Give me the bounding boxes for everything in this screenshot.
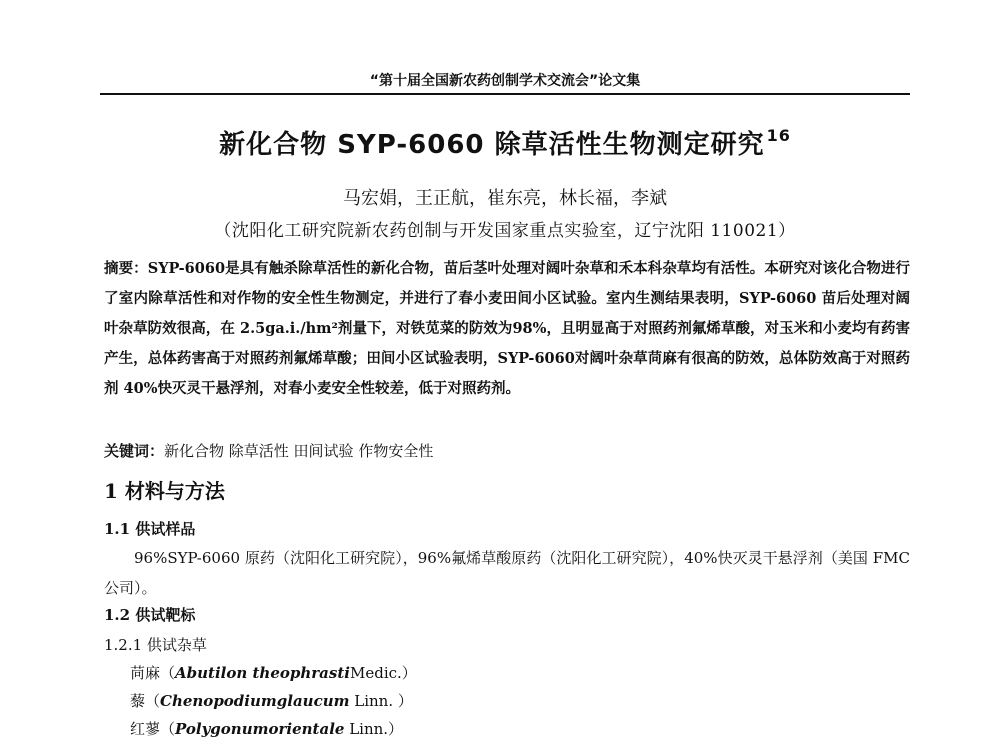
section-heading-1-2-1: 1.2.1 供试杂草: [104, 636, 207, 654]
weed-latin-name: Polygonumorientale: [175, 720, 345, 738]
weed-authority: Linn.）: [344, 720, 404, 738]
keywords: [104, 440, 910, 461]
authors: 马宏娟，王正航，崔东亮，林长福，李斌: [343, 188, 667, 209]
weed-common-name: 苘麻（: [130, 664, 176, 682]
title-text: 新化合物 SYP-6060 除草活性生物测定研究: [219, 130, 765, 160]
section-heading-1-1: 1.1 供试样品: [104, 520, 196, 538]
weed-common-name: 藜（: [130, 692, 161, 710]
weed-list-item: [130, 690, 413, 711]
running-header: “第十届全国新农药创制学术交流会”论文集: [369, 73, 641, 89]
weed-authority: Medic.）: [349, 664, 417, 682]
section-heading-1-2: 1.2 供试靶标: [104, 606, 196, 624]
section-heading-1: 1 材料与方法: [104, 479, 225, 503]
title-footnote-mark: 16: [766, 126, 791, 145]
weed-list-item: [130, 718, 403, 739]
header-rule: [100, 93, 910, 95]
keywords-text: 新化合物 除草活性 田间试验 作物安全性: [164, 442, 434, 460]
abstract-label: 摘要：: [104, 260, 148, 277]
weed-latin-name: Abutilon theophrasti: [175, 664, 350, 682]
section-1-1-paragraph: 96%SYP-6060 原药（沈阳化工研究院），96%氟烯草酸原药（沈阳化工研究院），40%快灭灵干悬浮剂（美国 FMC 公司）。: [104, 549, 910, 597]
weed-common-name: 红蓼（: [130, 720, 176, 738]
weed-list-item: [130, 662, 417, 683]
affiliation: （沈阳化工研究院新农药创制与开发国家重点实验室，辽宁沈阳 110021）: [214, 221, 796, 241]
paper-title: [100, 124, 910, 161]
abstract: [104, 254, 910, 404]
weed-authority: Linn. ）: [349, 692, 413, 710]
abstract-text: SYP-6060是具有触杀除草活性的新化合物，苗后茎叶处理对阔叶杂草和禾本科杂草均有活性。本研究对该化合物进行了室内除草活性和对作物的安全性生物测定，并进行了春小麦田间小区试验。室内生测结果表明，SYP-6060 苗后处理对阔叶杂草防效很高，在 2.5ga.i./hm²剂量下，对铁苋菜的防效为98%，且明显高于对照药剂氟烯草酸，对玉米和小麦均有药害产生，总体药害高于对照药剂氟烯草酸；田间小区试验表明，SYP-6060对阔叶杂草苘麻有很高的防效，总体防效高于对照药剂 40%快灭灵干悬浮剂，对春小麦安全性较差，低于对照药剂。: [104, 260, 911, 397]
weed-latin-name: Chenopodiumglaucum: [160, 692, 350, 710]
keywords-label: 关键词：: [104, 442, 165, 460]
